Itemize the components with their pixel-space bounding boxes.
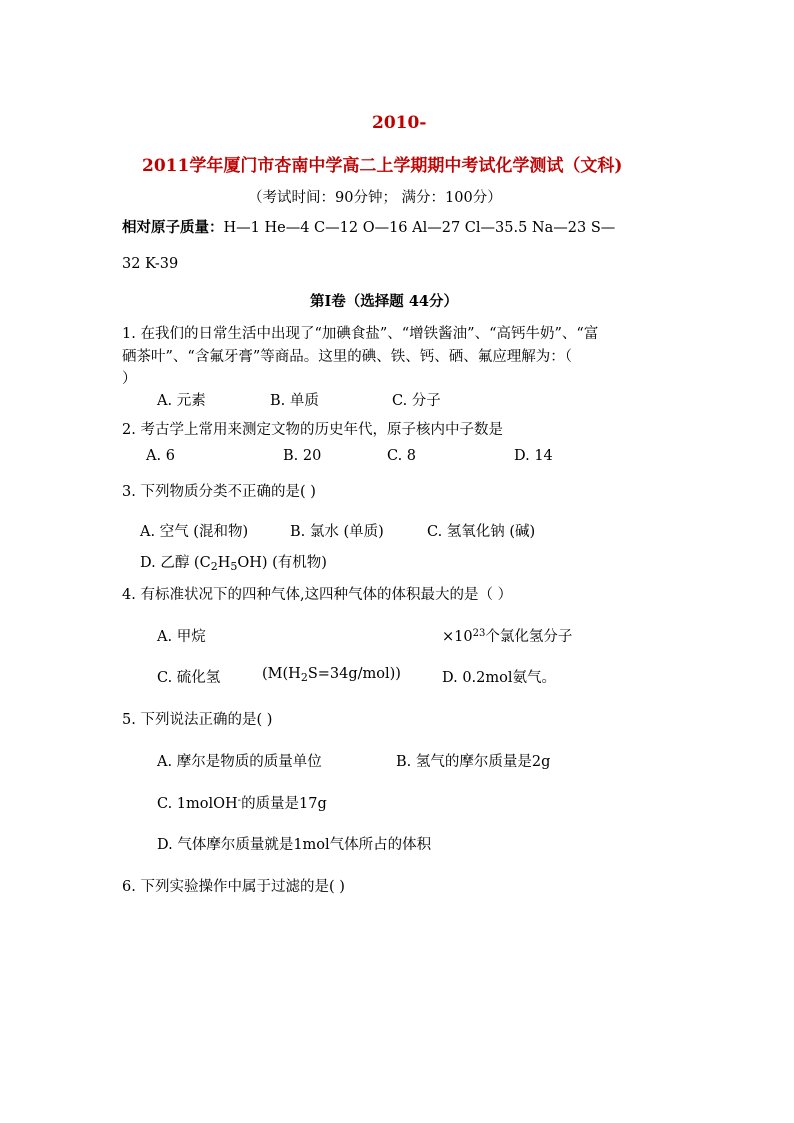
- title-line2: 2011学年厦门市杏南中学高二上学期期中考试化学测试（文科): [142, 156, 623, 176]
- q2-option-b: B. 20: [283, 448, 322, 464]
- q1-line2: 硒茶叶”、“含氟牙膏”等商品。这里的碘、铁、钙、硒、氟应理解为：（: [122, 349, 572, 365]
- q2-stem: 2. 考古学上常用来测定文物的历史年代，原子核内中子数是: [122, 422, 503, 438]
- atomic-mass-label: 相对原子质量：: [122, 219, 224, 236]
- atomic-mass-values: H—1 He—4 C—12 O—16 Al—27 Cl—35.5 Na—23 S—: [223, 220, 616, 236]
- q5-option-c: C. 1molOH-的质量是17g: [157, 795, 327, 812]
- q3-option-b: B. 氯水 (单质): [290, 524, 384, 540]
- q4-option-b: $\times 10^{23}$个氯化氢分子: [442, 628, 573, 645]
- q5-stem: 5. 下列说法正确的是( ): [122, 712, 273, 728]
- exam-info: （考试时间：90分钟； 满分：100分）: [248, 190, 502, 206]
- title-line1: 2010-: [372, 113, 427, 133]
- q1-line3: ）: [122, 371, 137, 387]
- q5-option-a: A. 摩尔是物质的质量单位: [157, 754, 322, 770]
- q3-option-a: A. 空气 (混和物): [140, 524, 249, 540]
- q2-option-a: A. 6: [146, 448, 175, 464]
- q5-option-b: B. 氢气的摩尔质量是2g: [396, 754, 551, 770]
- q4-option-c-note: $(M(H_2S=34g/mol))$: [262, 666, 401, 684]
- q3-option-d: D. 乙醇 $(C_2H_5OH)$ (有机物): [140, 555, 327, 573]
- atomic-mass-line1: [122, 216, 615, 237]
- q4-option-c: C. 硫化氢: [157, 670, 221, 686]
- q4-stem: 4. 有标准状况下的四种气体,这四种气体的体积最大的是（ ）: [122, 587, 513, 603]
- q1-line1: 1. 在我们的日常生活中出现了“加碘食盐”、“增铁酱油”、“高钙牛奶”、“富: [122, 326, 599, 342]
- q2-option-d: D. 14: [514, 448, 553, 464]
- q4-option-a: A. 甲烷: [157, 629, 206, 645]
- section-heading: 第Ⅰ卷（选择题 44分）: [310, 293, 459, 310]
- q2-option-c: C. 8: [387, 448, 417, 464]
- q3-stem: 3. 下列物质分类不正确的是( ): [122, 484, 316, 500]
- q5-option-d: D. 气体摩尔质量就是1mol气体所占的体积: [157, 837, 432, 853]
- q6-stem: 6. 下列实验操作中属于过滤的是( ): [122, 879, 345, 895]
- q1-option-c: C. 分子: [392, 393, 441, 409]
- q4-option-d: D. 0.2mol氨气。: [442, 670, 557, 686]
- q1-option-b: B. 单质: [270, 393, 319, 409]
- atomic-mass-line2: 32 K-39: [122, 256, 179, 272]
- q3-option-c: C. 氢氧化钠 (碱): [427, 524, 536, 540]
- q1-option-a: A. 元素: [157, 393, 206, 409]
